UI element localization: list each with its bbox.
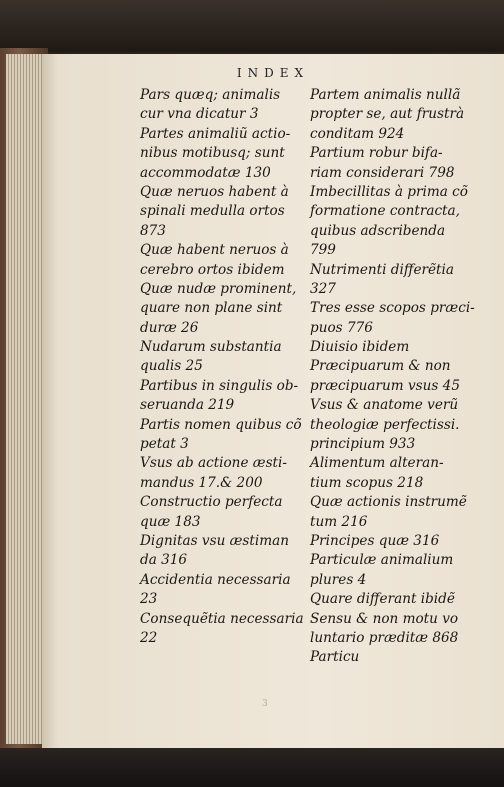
background-top (0, 0, 504, 52)
index-entry-line: propter se, aut frustrà (310, 106, 465, 123)
index-entry-line: conditam 924 (310, 125, 405, 142)
page-edges (6, 54, 46, 744)
index-entry-line: quæ 183 (140, 513, 201, 530)
index-entry-line: puos 776 (310, 319, 373, 336)
index-entry-line: Quæ habent neruos à (140, 242, 289, 259)
index-entry-line: Quæ actionis instrumẽ (310, 494, 467, 511)
index-entry-line: theologiæ perfectissi. (310, 416, 460, 433)
index-entry-line: Quæ nudæ prominent, (140, 280, 297, 297)
index-entry-line: Pars quæq; animalis (140, 87, 281, 103)
index-entry-line: Partem animalis nullã (310, 87, 461, 103)
index-entry-line: Particulæ animalium (310, 552, 454, 569)
index-entry-line: tum 216 (310, 513, 368, 530)
index-entry-line: spinali medulla ortos (140, 203, 285, 220)
index-entry-line: Quæ neruos habent à (140, 183, 289, 200)
index-entry-line: Tres esse scopos præci- (310, 300, 475, 317)
index-entry-line: cerebro ortos ibidem (140, 261, 285, 278)
index-entry-line: luntario præditæ 868 (310, 629, 459, 646)
index-entry-line: riam considerari 798 (310, 164, 455, 181)
index-entry-line: Partis nomen quibus cõ (140, 416, 302, 433)
index-entry-line: 23 (140, 591, 158, 608)
index-entry-line: qualis 25 (140, 358, 203, 375)
index-entry-line: 873 (140, 222, 166, 239)
index-entry-line: Vsus & anatome verũ (310, 397, 459, 414)
index-entry-line: Sensu & non motu vo (310, 610, 459, 627)
book-page (42, 54, 504, 752)
index-entry-line: 327 (310, 280, 336, 297)
index-column-right (310, 86, 498, 668)
index-entry-line: quibus adscribenda (310, 222, 446, 239)
index-entry-line: Dignitas vsu æstiman (140, 532, 289, 549)
index-entry-line: Nutrimenti differẽtia (310, 261, 454, 278)
index-entry-line: nibus motibusq; sunt (140, 145, 285, 162)
index-entry-line: Consequẽtia necessaria (140, 610, 304, 627)
index-entry-line: 799 (310, 242, 336, 259)
index-entry-line: Accidentia necessaria (140, 571, 291, 588)
index-entry-line: præcipuarum vsus 45 (310, 377, 460, 394)
index-entry-line: principium 933 (310, 436, 416, 453)
background-bottom (0, 748, 504, 787)
index-entry-line: cur vna dicatur 3 (140, 106, 259, 123)
index-entry-line: Particu (310, 649, 360, 666)
index-entry-line: plures 4 (310, 571, 367, 588)
index-entry-line: Partibus in singulis ob- (140, 377, 299, 394)
index-entry-line: Partium robur bifa- (310, 145, 443, 162)
index-entry-line: mandus 17.& 200 (140, 474, 263, 491)
index-entry-line: Imbecillitas à prima cõ (310, 183, 468, 200)
index-entry-line: Principes quæ 316 (310, 532, 440, 549)
index-entry-line: formatione contracta, (310, 203, 460, 220)
index-entry-line: Quare differant ibidẽ (310, 591, 455, 608)
index-entry-line: petat 3 (140, 436, 189, 453)
index-entry-line: quare non plane sint (140, 300, 283, 317)
index-entry-line: Partes animaliũ actio- (140, 125, 291, 142)
index-entry-line: da 316 (140, 552, 188, 569)
index-entry-line: tium scopus 218 (310, 474, 424, 491)
index-entry-line: 22 (140, 629, 158, 646)
page-number-mark: 3 (262, 699, 268, 709)
index-column-left (140, 86, 336, 648)
index-entry-line: accommodatæ 130 (140, 164, 271, 181)
index-entry-line: Vsus ab actione æsti- (140, 455, 287, 472)
index-entry-line: seruanda 219 (140, 397, 235, 414)
index-entry-line: Nudarum substantia (140, 339, 282, 356)
index-entry-line: Diuisio ibidem (310, 339, 410, 356)
index-entry-line: duræ 26 (140, 319, 199, 336)
index-entry-line: Alimentum alteran- (310, 455, 444, 472)
index-entry-line: Constructio perfecta (140, 494, 283, 511)
page-header: INDEX (236, 66, 310, 80)
index-entry-line: Præcipuarum & non (310, 358, 451, 375)
